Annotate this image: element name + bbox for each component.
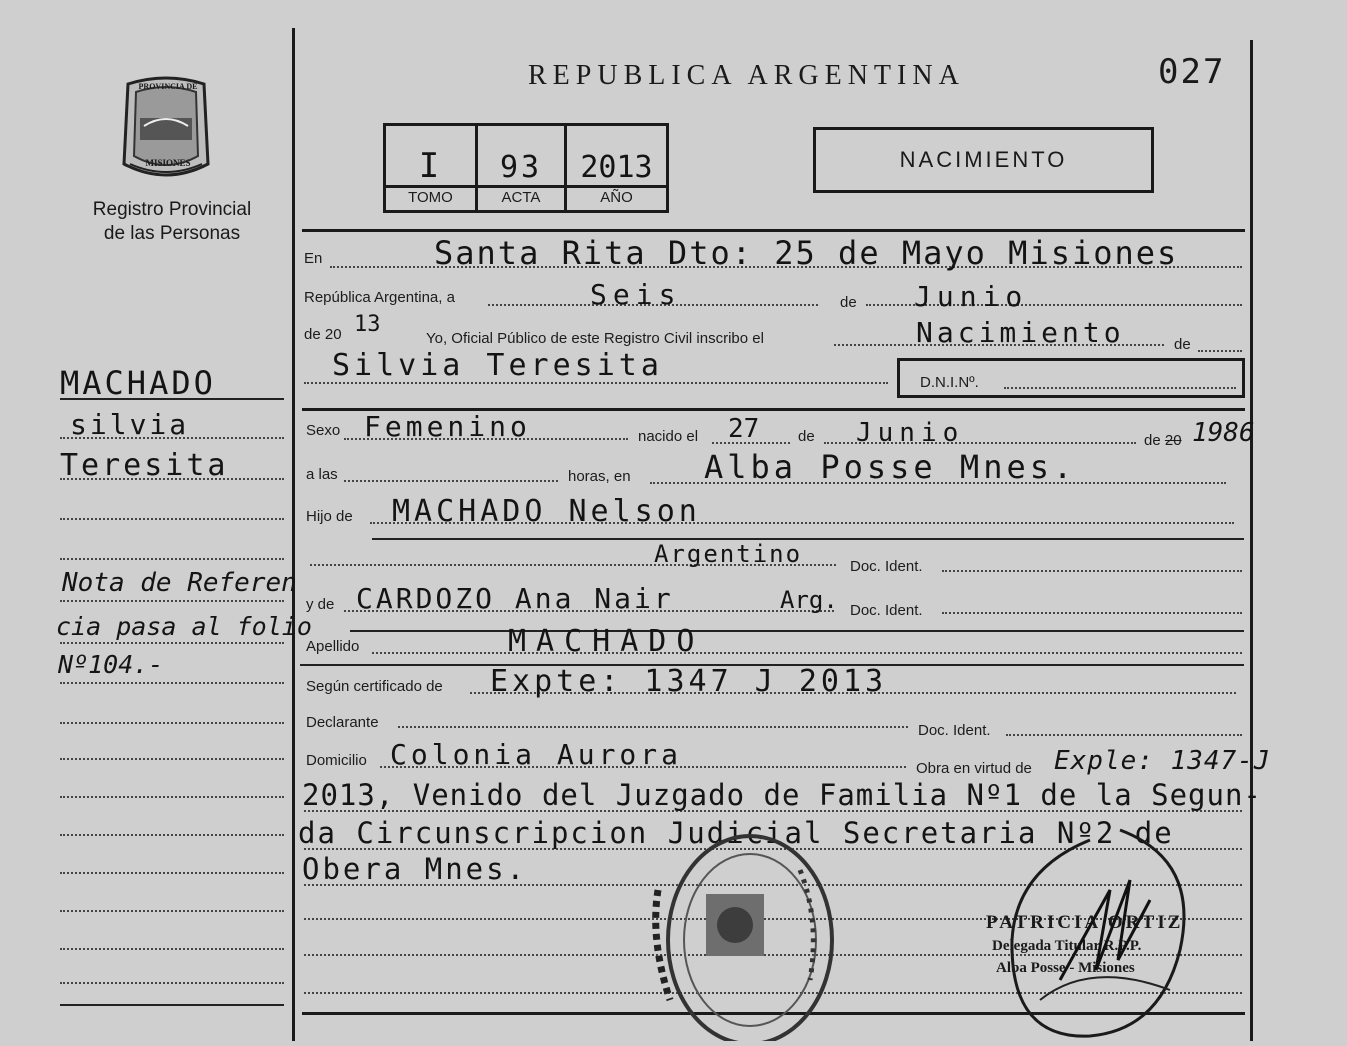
- signatory-title: Delegada Titular R.P.P.: [992, 938, 1142, 954]
- margin-line: [60, 872, 284, 874]
- certificate-value: Expte: 1347 J 2013: [490, 664, 888, 699]
- margin-given-name-1: silvia: [70, 408, 190, 441]
- margin-line: [60, 1004, 284, 1006]
- father-doc-label: Doc. Ident.: [850, 558, 923, 575]
- handwritten-signature: [1000, 800, 1200, 1041]
- mother-doc-label: Doc. Ident.: [850, 602, 923, 619]
- struck-century: 20: [1164, 432, 1182, 449]
- de-20-label: [1144, 432, 1182, 449]
- anio-label: AÑO: [600, 189, 633, 206]
- place-value: Santa Rita Dto: 25 de Mayo Misiones: [434, 234, 1179, 272]
- observation-line-3: Obera Mnes.: [302, 852, 528, 886]
- year-prefix-label: de 20: [304, 326, 342, 343]
- day-value: Seis: [590, 278, 682, 311]
- official-stamp: [640, 830, 840, 1041]
- acta-label: ACTA: [501, 189, 541, 206]
- observation-line-1: 2013, Venido del Juzgado de Familia Nº1 de la Segun-: [302, 778, 1262, 812]
- sex-value: Femenino: [364, 410, 531, 443]
- year-suffix-value: 13: [354, 312, 381, 337]
- record-type-box: [813, 127, 1154, 193]
- margin-surname: MACHADO: [60, 364, 216, 402]
- observation-line-2: da Circunscripcion Judicial Secretaria Nº2 de: [298, 816, 1174, 850]
- registry-name-line1: Registro Provincial: [92, 199, 252, 220]
- tomo-value: I: [418, 146, 443, 186]
- according-to-label: Según certificado de: [306, 678, 443, 695]
- sex-label: Sexo: [306, 422, 341, 439]
- acta-value: 93: [499, 150, 543, 185]
- birth-day-value: 27: [728, 414, 760, 444]
- address-label: Domicilio: [306, 752, 367, 769]
- father-nationality: Argentino: [654, 540, 803, 568]
- form-line: [344, 480, 558, 482]
- registered-name: Silvia Teresita: [332, 348, 663, 383]
- margin-line: [60, 910, 284, 912]
- margin-line: [60, 600, 284, 602]
- page-number: 027: [1158, 52, 1226, 92]
- birth-month-value: Junio: [856, 418, 965, 448]
- en-label: En: [304, 250, 323, 267]
- surname-label: Apellido: [306, 638, 360, 655]
- margin-line: [60, 558, 284, 560]
- event-value: Nacimiento: [916, 316, 1125, 349]
- de-20-label-text: de: [1144, 432, 1161, 449]
- form-line: [1198, 350, 1242, 352]
- republica-label: República Argentina, a: [304, 289, 455, 306]
- registrar-statement: Yo, Oficial Público de este Registro Civil inscribo el: [426, 330, 764, 347]
- margin-line: [60, 834, 284, 836]
- margin-note-line-1: Nota de Referen: [62, 568, 297, 598]
- margin-note-line-2: cia pasa al folio: [56, 612, 312, 641]
- form-line: [942, 570, 1242, 572]
- margin-line: [60, 948, 284, 950]
- by-virtue-label: Obra en virtud de: [916, 760, 1032, 777]
- month-value: Junio: [914, 280, 1029, 313]
- form-line: [372, 652, 1242, 654]
- dni-field: [1004, 387, 1236, 389]
- record-number-box: [383, 123, 669, 213]
- mother-name: CARDOZO Ana Nair: [356, 582, 674, 615]
- surname-value: MACHADO: [508, 624, 705, 659]
- anio-value: 2013: [580, 150, 653, 185]
- born-on-label: nacido el: [638, 428, 699, 445]
- hours-label: horas, en: [568, 468, 631, 485]
- country-heading: REPUBLICA ARGENTINA: [528, 60, 965, 91]
- form-line: [1006, 734, 1242, 736]
- margin-line: [60, 642, 284, 644]
- seal-top-text: PROVINCIA DE: [138, 82, 198, 91]
- margin-line: [60, 982, 284, 984]
- registry-name: [60, 198, 284, 246]
- declarant-doc-label: Doc. Ident.: [918, 722, 991, 739]
- dni-box: [897, 358, 1245, 398]
- de-label: de: [840, 294, 857, 311]
- child-of-label: Hijo de: [306, 508, 353, 525]
- registry-name-line2: de las Personas: [103, 223, 241, 244]
- misiones-seal: [118, 76, 214, 186]
- header-divider: [302, 229, 1245, 232]
- margin-line: [60, 758, 284, 760]
- margin-line: [60, 722, 284, 724]
- birth-year-value: 1986: [1192, 418, 1255, 448]
- margin-note-line-3: Nº104.-: [58, 650, 164, 679]
- declarant-field: [398, 726, 908, 728]
- declarant-label: Declarante: [306, 714, 379, 731]
- by-virtue-value: Exple: 1347-J: [1054, 746, 1271, 776]
- margin-line: [60, 682, 284, 684]
- form-rule: [350, 630, 1244, 632]
- birth-place-value: Alba Posse Mnes.: [704, 448, 1077, 486]
- signatory-place: Alba Posse - Misiones: [996, 960, 1135, 976]
- right-margin-rule: [1250, 40, 1253, 1041]
- tomo-label: TOMO: [408, 189, 453, 206]
- and-of-label: y de: [306, 596, 335, 613]
- de-label-3: de: [798, 428, 815, 445]
- mother-nationality: Arg.: [780, 586, 838, 614]
- signatory-name: PATRICIA ORTIZ: [986, 912, 1184, 933]
- seal-bottom-text: MISIONES: [145, 158, 191, 168]
- margin-line: [60, 518, 284, 520]
- form-rule: [372, 538, 1244, 540]
- address-value: Colonia Aurora: [390, 738, 683, 771]
- dni-label: D.N.I.Nº.: [920, 374, 979, 391]
- father-name: MACHADO Nelson: [392, 494, 701, 529]
- form-line: [942, 612, 1242, 614]
- de-label-2: de: [1174, 336, 1191, 353]
- margin-given-name-2: Teresita: [60, 448, 229, 483]
- at-label: a las: [306, 466, 338, 483]
- left-margin-rule: [292, 28, 295, 1041]
- margin-line: [60, 796, 284, 798]
- record-type: NACIMIENTO: [899, 147, 1068, 172]
